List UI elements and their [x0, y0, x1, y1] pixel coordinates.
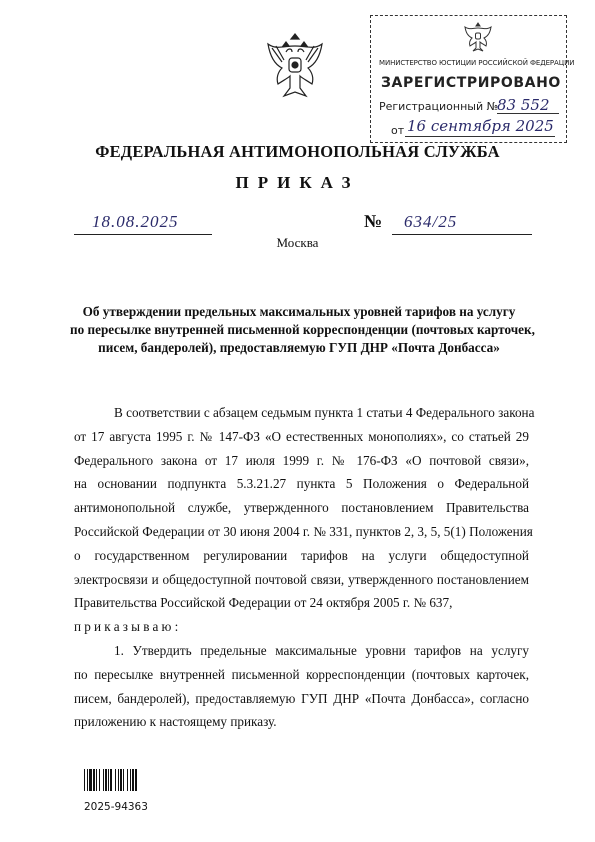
- item-line: приложению к настоящему приказу.: [74, 714, 277, 730]
- barcode-bar: [118, 769, 119, 791]
- stamp-status-text: ЗАРЕГИСТРИРОВАНО: [381, 75, 561, 91]
- barcode-bar: [89, 769, 92, 791]
- order-date-field: [74, 212, 212, 235]
- barcode-bar: [84, 769, 85, 791]
- stamp-reg-label: Регистрационный №: [379, 100, 499, 113]
- order-date-value: 18.08.2025: [92, 212, 179, 231]
- barcode-bar: [96, 769, 97, 791]
- body-line: на основании подпункта 5.3.21.27 пункта 5 Положения о Федеральной: [74, 476, 529, 492]
- barcode-bar: [115, 769, 116, 791]
- subject-line: писем, бандеролей), предоставляемую ГУП ДНР «Почта Донбасса»: [98, 340, 500, 355]
- subject-line: по пересылке внутренней письменной корреспонденции (почтовых карточек,: [70, 322, 535, 337]
- registration-stamp: [370, 15, 575, 143]
- body-line: Правительства Российской Федерации от 24 октября 2005 г. № 637,: [74, 595, 453, 611]
- barcode-bar: [99, 769, 100, 791]
- document-type-title: ПРИКАЗ: [235, 173, 360, 192]
- stamp-ministry-text: МИНИСТЕРСТВО ЮСТИЦИИ РОССИЙСКОЙ ФЕДЕРАЦИИ: [379, 59, 575, 67]
- barcode-bar: [93, 769, 95, 791]
- barcode-bar: [103, 769, 104, 791]
- item-line: писем, бандеролей), предоставляемую ГУП ДНР «Почта Донбасса», согласно: [74, 690, 529, 706]
- body-line: от 17 августа 1995 г. № 147-ФЗ «О естественных монополиях», со статьей 29: [74, 428, 529, 444]
- city-label: Москва: [276, 235, 319, 250]
- barcode-bar: [108, 769, 109, 791]
- organization-name: ФЕДЕРАЛЬНАЯ АНТИМОНОПОЛЬНАЯ СЛУЖБА: [95, 142, 500, 161]
- body-line: В соответствии с абзацем седьмым пункта 1 статьи 4 Федерального закона: [114, 405, 535, 420]
- stamp-from-label: от: [391, 124, 405, 137]
- document-code: 2025-94363: [84, 801, 148, 813]
- item-line: 1. Утвердить предельные максимальные уровни тарифов на услугу: [114, 642, 529, 658]
- barcode-bar: [120, 769, 122, 791]
- barcode-bar: [87, 769, 88, 791]
- barcode-bar: [132, 769, 134, 791]
- barcode-bar: [110, 769, 112, 791]
- barcode-bar: [135, 769, 137, 791]
- coat-of-arms-emblem: [262, 28, 328, 102]
- body-line: антимонопольной службе, утвержденного постановлением Правительства: [74, 500, 529, 516]
- number-sign: №: [364, 211, 383, 231]
- body-line: о государственном регулировании тарифов на услуги общедоступной: [74, 547, 529, 563]
- subject-line: Об утверждении предельных максимальных уровней тарифов на услугу: [82, 304, 516, 319]
- stamp-reg-date: 16 сентября 2025: [407, 117, 554, 135]
- barcode: [84, 769, 164, 791]
- stamp-date-line: [405, 136, 555, 137]
- barcode-bar: [127, 769, 128, 791]
- barcode-bar: [130, 769, 131, 791]
- order-number-value: 634/25: [404, 212, 458, 231]
- order-number-field: [392, 212, 532, 235]
- barcode-bar: [105, 769, 107, 791]
- body-line: электросвязи и общедоступной почтовой связи, утвержденного постановлением: [74, 571, 529, 587]
- order-subject: [70, 303, 535, 357]
- barcode-bar: [123, 769, 124, 791]
- stamp-reg-number: 83 552: [497, 96, 550, 114]
- body-line: Федерального закона от 17 июля 1999 г. № 176-ФЗ «О почтовой связи»,: [74, 452, 529, 468]
- prikazyvayu-text: приказываю:: [74, 619, 182, 635]
- order-body: [74, 401, 535, 734]
- body-line: Российской Федерации от 30 июня 2004 г. № 331, пунктов 2, 3, 5, 5(1) Положения: [74, 523, 533, 539]
- stamp-emblem-icon: [463, 20, 493, 54]
- item-line: по пересылке внутренней письменной корреспонденции (почтовых карточек,: [74, 666, 529, 682]
